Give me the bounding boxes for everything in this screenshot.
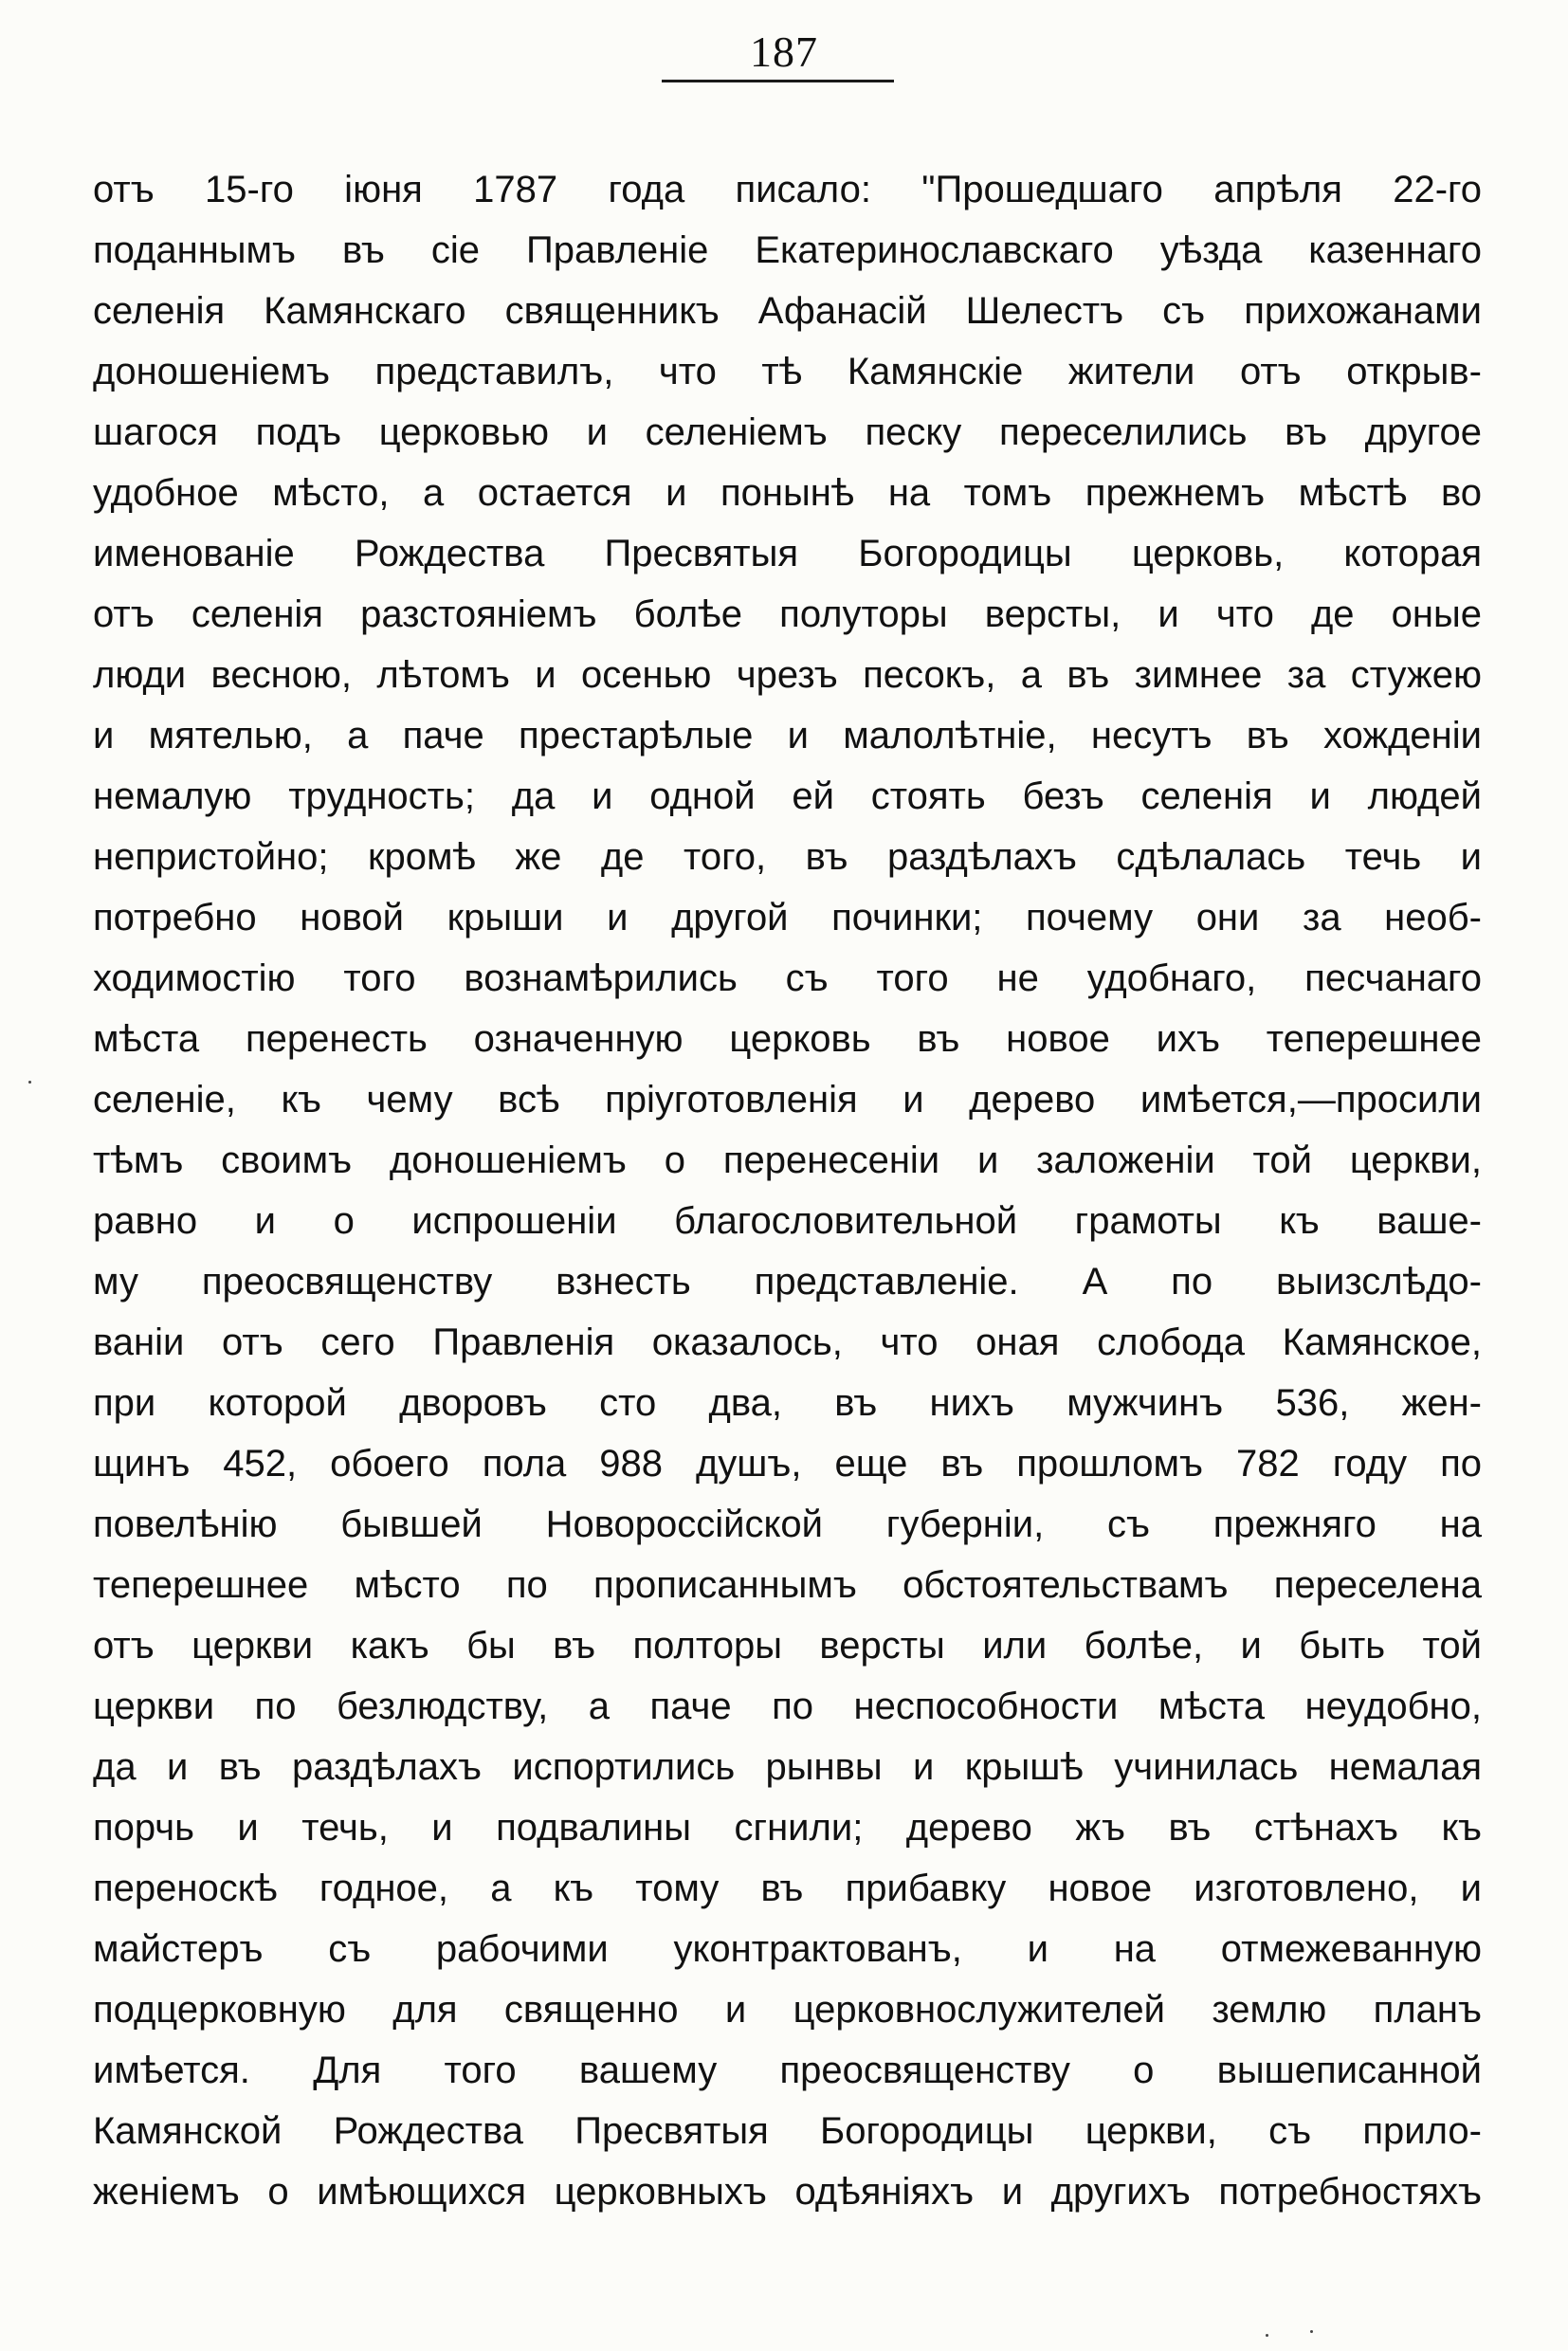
text-line: непристойно; кромѣ же де того, въ раздѣлахъ сдѣлалась течь и [93,836,1482,878]
text-line: да и въ раздѣлахъ испортились рынвы и крышѣ учинилась немалая [93,1746,1482,1788]
text-line: и мятелью, а паче престарѣлые и малолѣтніе, несутъ въ хожденіи [93,715,1482,756]
text-line: тѣмъ своимъ доношеніемъ о перенесеніи и заложеніи той церкви, [93,1139,1482,1181]
paper-speck [1266,2334,1268,2337]
paper-speck [1310,2330,1313,2333]
text-line: шагося подъ церковью и селеніемъ песку переселились въ другое [93,411,1482,453]
text-line: удобное мѣсто, а остается и понынѣ на томъ прежнемъ мѣстѣ во [93,472,1482,514]
text-line: именованіе Рождества Пресвятыя Богородицы церковь, которая [93,533,1482,574]
body-text [93,159,1482,2222]
text-line: ваніи отъ сего Правленія оказалось, что оная слобода Камянское, [93,1321,1482,1363]
text-line: Камянской Рождества Пресвятыя Богородицы церкви, съ прило- [93,2110,1482,2152]
text-line: поданнымъ въ сіе Правленіе Екатеринославскаго уѣзда казеннаго [93,229,1482,271]
text-line: при которой дворовъ сто два, въ нихъ мужчинъ 536, жен- [93,1382,1482,1424]
paper-speck [28,1081,31,1084]
text-line: подцерковную для священно и церковнослужителей землю планъ [93,1989,1482,2031]
text-line: доношеніемъ представилъ, что тѣ Камянскіе жители отъ открыв- [93,351,1482,392]
text-line: повелѣнію бывшей Новороссійской губерніи, съ прежняго на [93,1504,1482,1545]
text-line: щинъ 452, обоего пола 988 душъ, еще въ прошломъ 782 году по [93,1443,1482,1485]
page-number: 187 [750,27,818,76]
text-line: ходимостію того вознамѣрились съ того не удобнаго, песчанаго [93,957,1482,999]
text-line: селеніе, къ чему всѣ пріуготовленія и дерево имѣется,—просили [93,1079,1482,1121]
text-line: отъ 15-го іюня 1787 года писало: "Прошедшаго апрѣля 22-го [93,169,1482,210]
text-line: му преосвященству взнесть представленіе. А по выизслѣдо- [93,1261,1482,1303]
text-line: порчь и течь, и подвалины сгнили; дерево жъ въ стѣнахъ къ [93,1807,1482,1849]
text-line: переноскѣ годное, а къ тому въ прибавку новое изготовлено, и [93,1868,1482,1909]
text-line: майстеръ съ рабочими уконтрактованъ, и на отмежеванную [93,1928,1482,1970]
text-line: люди весною, лѣтомъ и осенью чрезъ песокъ, а въ зимнее за стужею [93,654,1482,696]
text-line: немалую трудность; да и одной ей стоять безъ селенія и людей [93,775,1482,817]
text-line: теперешнее мѣсто по прописаннымъ обстоятельствамъ переселена [93,1564,1482,1606]
text-line: женіемъ о имѣющихся церковныхъ одѣяніяхъ и другихъ потребностяхъ [93,2171,1482,2213]
text-line: селенія Камянскаго священникъ Афанасій Шелестъ съ прихожанами [93,290,1482,332]
text-line: отъ селенія разстояніемъ болѣе полуторы версты, и что де оные [93,593,1482,635]
text-line: мѣста перенесть означенную церковь въ новое ихъ теперешнее [93,1018,1482,1060]
text-line: отъ церкви какъ бы въ полторы версты или болѣе, и быть той [93,1625,1482,1667]
text-line: потребно новой крыши и другой починки; почему они за необ- [93,897,1482,939]
text-line: имѣется. Для того вашему преосвященству о вышеписанной [93,2050,1482,2091]
text-line: церкви по безлюдству, а паче по неспособности мѣста неудобно, [93,1686,1482,1727]
page-number-rule [662,80,894,82]
text-line: равно и о испрошеніи благословительной грамоты къ ваше- [93,1200,1482,1242]
